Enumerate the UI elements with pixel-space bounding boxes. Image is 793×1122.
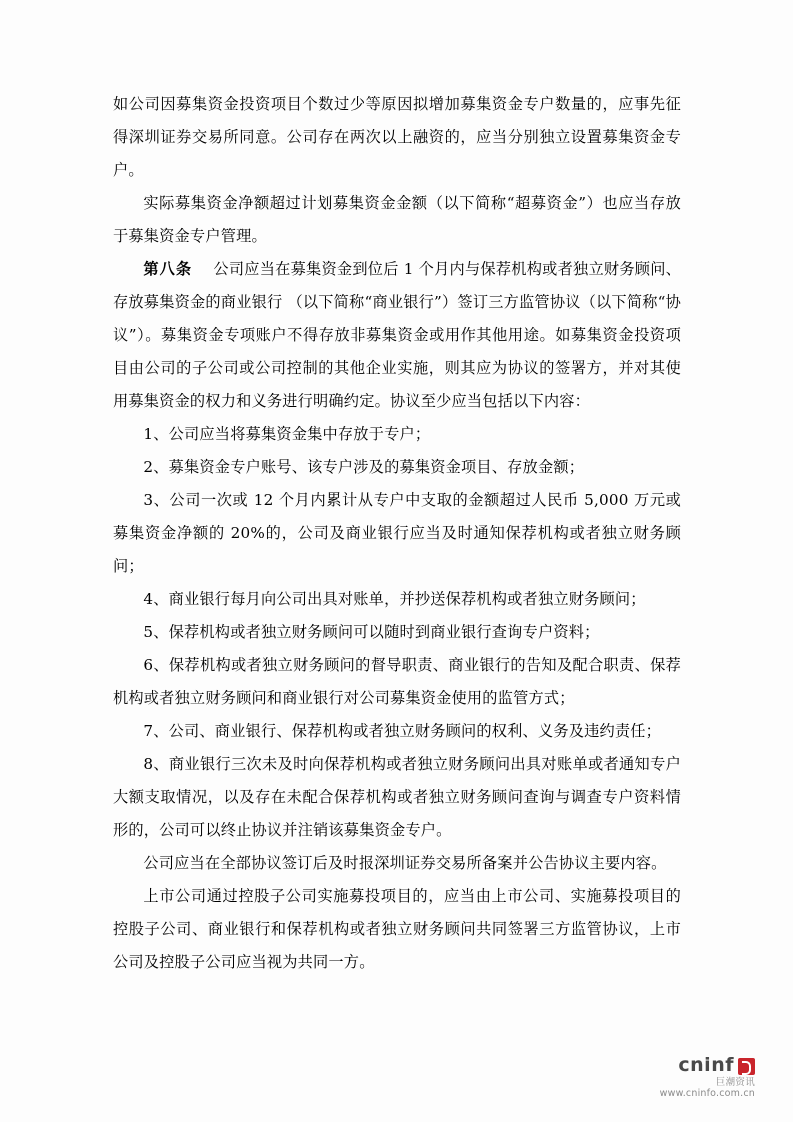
list-item-3: 3、公司一次或 12 个月内累计从专户中支取的金额超过人民币 5,000 万元或募集资金净额的 20%的，公司及商业银行应当及时通知保荐机构或者独立财务顾问； [113,491,681,575]
list-item-1: 1、公司应当将募集资金集中存放于专户； [143,425,431,443]
list-item-2: 2、募集资金专户账号、该专户涉及的募集资金项目、存放金额； [143,458,585,476]
brand-logo [660,1055,755,1077]
list-item-6: 6、保荐机构或者独立财务顾问的督导职责、商业银行的告知及配合职责、保荐机构或者独立财务顾问和商业银行对公司募集资金使用的监管方式； [113,656,681,707]
list-item-8: 8、商业银行三次未及时向保荐机构或者独立财务顾问出具对账单或者通知专户大额支取情况，以及存在未配合保荐机构或者独立财务顾问查询与调查专户资料情形的，公司可以终止协议并注销该募集资金专户。 [113,755,681,839]
cninfo-logo-icon [738,1058,755,1075]
list-item-7: 7、公司、商业银行、保荐机构或者独立财务顾问的权利、义务及违约责任； [143,722,662,740]
paragraph-subsidiary-projects: 上市公司通过控股子公司实施募投项目的，应当由上市公司、实施募投项目的控股子公司、商业银行和保荐机构或者独立财务顾问共同签署三方监管协议，上市公司及控股子公司应当视为共同一方。 [113,887,681,971]
article-8-text: 公司应当在募集资金到位后 1 个月内与保荐机构或者独立财务顾问、存放募集资金的商业银行 （以下简称“商业银行”）签订三方监管协议（以下简称“协议”）。募集资金专项账户不得存放非募集资金或用作其他用途。如募集资金投资项目由公司的子公司或公司控制的其他企业实施，则其应为协议的签署方，并对其使用募集资金的权力和义务进行明确约定。协议至少应当包括以下内容： [113,260,682,410]
list-item-5: 5、保荐机构或者独立财务顾问可以随时到商业银行查询专户资料； [143,623,600,641]
paragraph-excess-funds: 实际募集资金净额超过计划募集资金金额（以下简称“超募资金”）也应当存放于募集资金专户管理。 [113,194,681,245]
paragraph-article-8 [113,253,681,418]
document-body [113,88,681,979]
article-number-label: 第八条 [143,260,193,278]
brand-name: cninf [678,1054,734,1077]
footer-watermark [660,1055,755,1100]
paragraph-intro-accounts: 如公司因募集资金投资项目个数过少等原因拟增加募集资金专户数量的，应事先征得深圳证券交易所同意。公司存在两次以上融资的，应当分别独立设置募集资金专户。 [113,95,681,179]
list-item-4: 4、商业银行每月向公司出具对账单，并抄送保荐机构或者独立财务顾问； [143,590,646,608]
paragraph-filing-disclosure: 公司应当在全部协议签订后及时报深圳证券交易所备案并公告协议主要内容。 [143,854,667,872]
brand-name-cn: 巨潮资讯 [715,1077,755,1089]
brand-url: www.cninfo.com.cn [659,1088,755,1100]
